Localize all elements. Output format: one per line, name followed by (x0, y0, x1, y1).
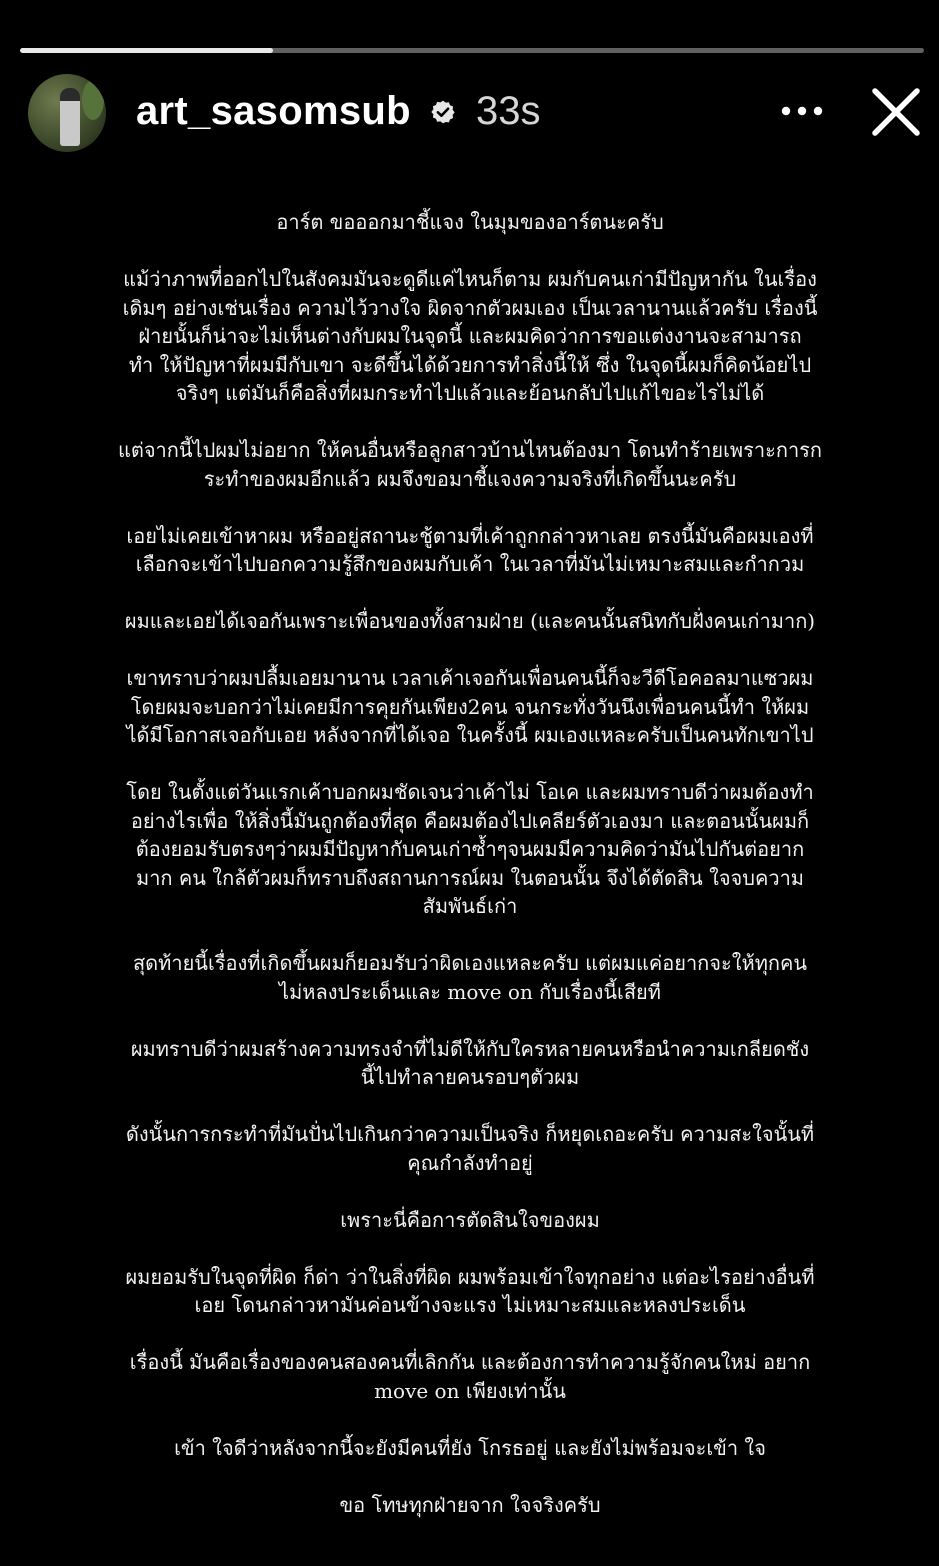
text-line: ผมทราบดีว่าผมสร้างความทรงจำที่ไม่ดีให้กับใครหลายคนหรือนำความเกลียดชัง (130, 1036, 810, 1061)
more-options-button[interactable] (774, 86, 830, 136)
paragraph-gap (40, 1177, 900, 1206)
text-paragraph (40, 949, 900, 1006)
close-icon (866, 82, 926, 142)
text-paragraph (40, 1206, 900, 1235)
text-line: เข้า ใจดีว่าหลังจากนี้จะยังมีคนที่ยัง โกรธอยู่ และยังไม่พร้อมจะเข้า ใจ (174, 1435, 766, 1460)
screen-top-edge (0, 0, 939, 26)
text-line: เขาทราบว่าผมปลื้มเอยมานาน เวลาเค้าเจอกันเพื่อนคนนี้ก็จะวีดีโอคอลมาแซวผม (126, 666, 814, 690)
text-paragraph (40, 1491, 900, 1520)
text-line: ผมและเอยได้เจอกันเพราะเพื่อนของทั้งสามฝ่าย (และคนนั้นสนิทกับฝั่งคนเก่ามาก) (124, 609, 816, 633)
text-paragraph (40, 522, 900, 579)
paragraph-gap (40, 921, 900, 950)
text-paragraph (40, 1035, 900, 1092)
paragraph-gap (40, 636, 900, 665)
paragraph-gap (40, 750, 900, 779)
text-line: โดย ในตั้งแต่วันแรกเค้าบอกผมชัดเจนว่าเค้าไม่ โอเค และผมทราบดีว่าผมต้องทำ (126, 780, 814, 804)
text-line: เอย โดนกล่าวหามันค่อนข้างจะแรง ไม่เหมาะสมและหลงประเด็น (194, 1293, 746, 1317)
paragraph-gap (40, 1006, 900, 1035)
paragraph-gap (40, 1462, 900, 1491)
text-line: ทำ ให้ปัญหาที่ผมมีกับเขา จะดีขึ้นได้ด้วยการทำสิ่งนี้ให้ ซึ่ง ในจุดนี้ผมก็คิดน้อยไป (128, 352, 812, 377)
text-line: สุดท้ายนี้เรื่องที่เกิดขึ้นผมก็ยอมรับว่าผิดเองแหละครับ แต่ผมแค่อยากจะให้ทุกคน (132, 951, 808, 975)
paragraph-gap (40, 1320, 900, 1349)
text-paragraph (40, 778, 900, 921)
text-line: แต่จากนี้ไปผมไม่อยาก ให้คนอื่นหรือลูกสาวบ้านไหนต้องมา โดนทำร้ายเพราะการก (117, 438, 823, 462)
text-line: เดิมๆ อย่างเช่นเรื่อง ความไว้วางใจ ผิดจากตัวผมเอง เป็นเวลานานแล้วครับ เรื่องนี้ (122, 295, 818, 320)
username-link[interactable]: art_sasomsub (136, 89, 411, 133)
text-line: ผมยอมรับในจุดที่ผิด ก็ด่า ว่าในสิ่งที่ผิด ผมพร้อมเข้าใจทุกอย่าง แต่อะไรอย่างอื่นที่ (125, 1264, 815, 1289)
text-line: ระทำของผมอีกแล้ว ผมจึงขอมาชี้แจงความจริงที่เกิดขึ้นนะครับ (203, 466, 737, 491)
text-line: แม้ว่าภาพที่ออกไปในสังคมมันจะดูดีแค่ไหนก็ตาม ผมกับคนเก่ามีปัญหากัน ในเรื่อง (123, 267, 817, 291)
text-line: ดังนั้นการกระทำที่มันปั่นไปเกินกว่าความเป็นจริง ก็หยุดเถอะครับ ความสะใจนั้นที่ (125, 1122, 815, 1146)
text-line: ขอ โทษทุกฝ่ายจาก ใจจริงครับ (339, 1492, 601, 1517)
text-line: ฝ่ายนั้นก็น่าจะไม่เห็นต่างกับผมในจุดนี้ และผมคิดว่าการขอแต่งงานจะสามารถ (138, 324, 802, 348)
text-line: อย่างไรเพื่อ ให้สิ่งนี้มันถูกต้องที่สุด คือผมต้องไปเคลียร์ตัวเองมา และตอนนั้นผมก็ (130, 808, 810, 833)
text-line: ต้องยอมรับตรงๆว่าผมมีปัญหากับคนเก่าซ้ำๆจนผมมีความคิดว่ามันไปกันต่อยาก (135, 837, 805, 861)
paragraph-gap (40, 579, 900, 608)
text-line: ไม่หลงประเด็นและ move on กับเรื่องนี้เสียที (279, 979, 661, 1004)
text-paragraph (40, 436, 900, 493)
text-line: ได้มีโอกาสเจอกับเอย หลังจากที่ได้เจอ ในครั้งนี้ ผมเองแหละครับเป็นคนทักเขาไป (126, 723, 814, 747)
text-line: จริงๆ แต่มันก็คือสิ่งที่ผมกระทำไปแล้วและย้อนกลับไปแก้ไขอะไรไม่ได้ (175, 381, 765, 405)
text-paragraph (40, 607, 900, 636)
story-timestamp: 33s (476, 89, 541, 133)
text-line: สัมพันธ์เก่า (422, 894, 518, 918)
paragraph-gap (40, 408, 900, 437)
text-line: move on เพียงเท่านั้น (374, 1378, 566, 1403)
story-progress-fill (20, 48, 273, 53)
text-line: โดยผมจะบอกว่าไม่เคยมีการคุยกันเพียง2คน จนกระทั่งวันนึงเพื่อนคนนี้ทำ ให้ผม (130, 694, 810, 719)
text-line: นี้ไปทำลายคนรอบๆตัวผม (360, 1065, 580, 1089)
avatar-person (60, 88, 80, 146)
paragraph-gap (40, 493, 900, 522)
avatar[interactable] (28, 74, 106, 152)
close-button[interactable] (866, 82, 926, 142)
text-paragraph (40, 1120, 900, 1177)
text-paragraph (40, 1434, 900, 1463)
text-paragraph (40, 265, 900, 408)
more-options-icon (780, 105, 824, 117)
text-line: เรื่องนี้ มันคือเรื่องของคนสองคนที่เลิกกัน และต้องการทำความรู้จักคนใหม่ อยาก (129, 1350, 811, 1374)
text-paragraph (40, 664, 900, 750)
text-line: มาก คน ใกล้ตัวผมก็ทราบถึงสถานการณ์ผม ในตอนนั้น จึงได้ตัดสิน ใจจบความ (136, 865, 804, 890)
paragraph-gap (40, 1234, 900, 1263)
text-line: คุณกำลังทำอยู่ (407, 1150, 533, 1175)
story-text-body (40, 208, 900, 1519)
text-line: เลือกจะเข้าไปบอกความรู้สึกของผมกับเค้า ในเวลาที่มันไม่เหมาะสมและกำกวม (135, 552, 805, 576)
paragraph-gap (40, 1092, 900, 1121)
paragraph-gap (40, 1405, 900, 1434)
text-line: เพราะนี่คือการตัดสินใจของผม (340, 1207, 600, 1232)
story-progress-bar (20, 48, 924, 53)
story-header (0, 66, 939, 160)
avatar-foliage (82, 80, 104, 120)
text-line: เอยไม่เคยเข้าหาผม หรืออยู่สถานะชู้ตามที่เค้าถูกกล่าวหาเลย ตรงนี้มันคือผมเองที่ (126, 523, 814, 548)
verified-badge-icon (430, 99, 456, 125)
text-paragraph (40, 1263, 900, 1320)
text-line: อาร์ต ขอออกมาชี้แจง ในมุมของอาร์ตนะครับ (276, 210, 664, 234)
text-paragraph (40, 1348, 900, 1405)
paragraph-gap (40, 237, 900, 266)
text-paragraph (40, 208, 900, 237)
